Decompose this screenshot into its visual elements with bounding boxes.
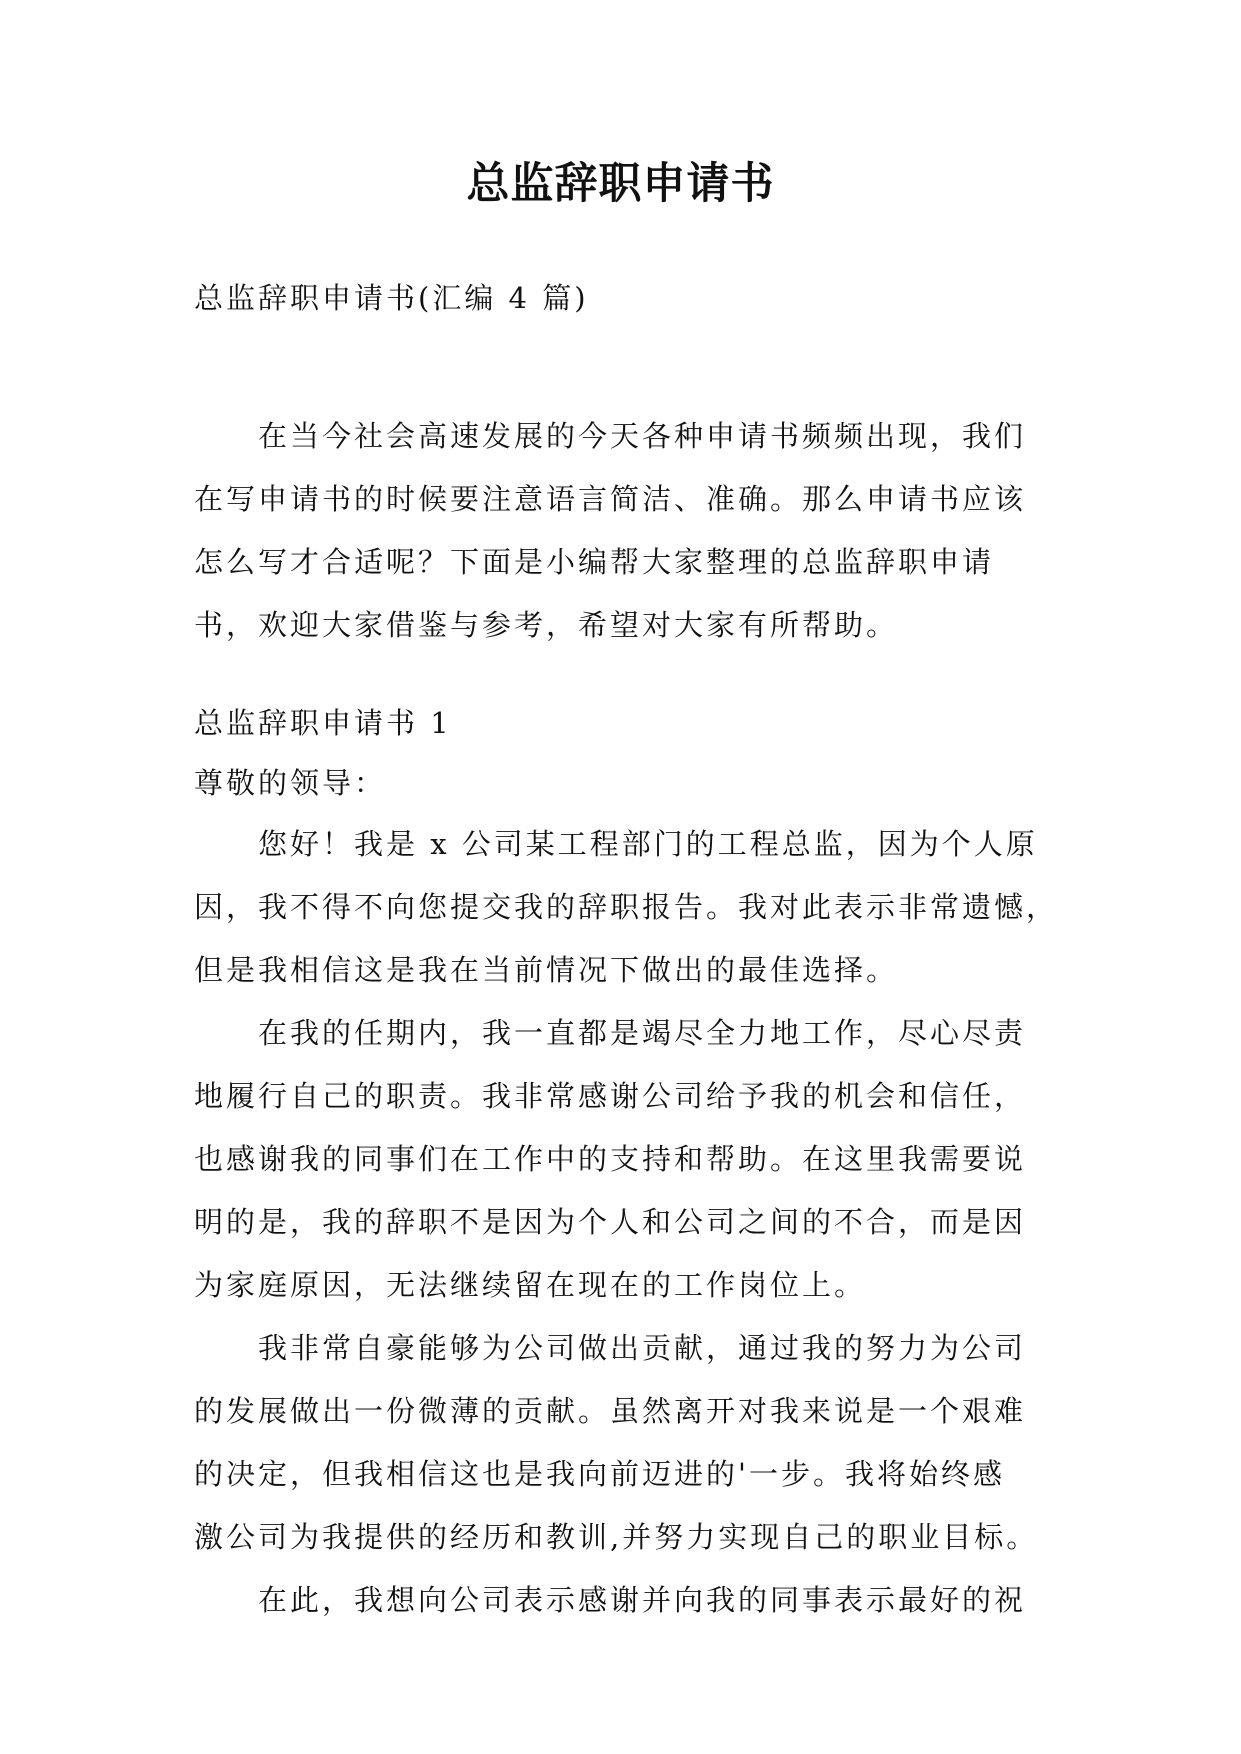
- paragraph-3-line-1: 我非常自豪能够为公司做出贡献，通过我的努力为公司: [258, 1331, 1027, 1365]
- paragraph-2-line-5: 为家庭原因，无法继续留在现在的工作岗位上。: [194, 1268, 867, 1302]
- paragraph-3-line-2: 的发展做出一份微薄的贡献。虽然离开对我来说是一个艰难: [194, 1394, 1027, 1428]
- paragraph-3-line-3: 的决定，但我相信这也是我向前迈进的'一步。我将始终感: [194, 1457, 1005, 1491]
- paragraph-4-line-1: 在此，我想向公司表示感谢并向我的同事表示最好的祝: [258, 1583, 1027, 1617]
- salutation: 尊敬的领导：: [194, 766, 387, 800]
- intro-line-3: 怎么写才合适呢？下面是小编帮大家整理的总监辞职申请: [194, 545, 995, 579]
- document-title: 总监辞职申请书: [466, 159, 775, 209]
- intro-paragraph: [194, 405, 1054, 657]
- paragraph-1-line-2: 因，我不得不向您提交我的辞职报告。我对此表示非常遗憾，: [194, 890, 1059, 924]
- subtitle-line: 总监辞职申请书(汇编 4 篇): [194, 281, 589, 315]
- section-title: 总监辞职申请书 1: [194, 706, 452, 740]
- paragraph-2-line-3: 也感谢我的同事们在工作中的支持和帮助。在这里我需要说: [194, 1142, 1027, 1176]
- paragraph-3-line-4: 激公司为我提供的经历和教训,并努力实现自己的职业目标。: [194, 1520, 1039, 1554]
- intro-line-4: 书，欢迎大家借鉴与参考，希望对大家有所帮助。: [194, 608, 899, 642]
- paragraph-2-line-1: 在我的任期内，我一直都是竭尽全力地工作，尽心尽责: [258, 1016, 1027, 1050]
- intro-line-1: 在当今社会高速发展的今天各种申请书频频出现，我们: [258, 419, 1027, 453]
- document-subtitle: [194, 268, 1054, 328]
- paragraph-1-line-1: 您好！我是 x 公司某工程部门的工程总监，因为个人原: [258, 827, 1038, 861]
- paragraph-1-line-3: 但是我相信这是我在当前情况下做出的最佳选择。: [194, 953, 899, 987]
- letter-body: [194, 693, 1059, 1632]
- paragraph-2-line-4: 明的是，我的辞职不是因为个人和公司之间的不合，而是因: [194, 1205, 1027, 1239]
- intro-line-2: 在写申请书的时候要注意语言简洁、准确。那么申请书应该: [194, 482, 1027, 516]
- paragraph-2-line-2: 地履行自己的职责。我非常感谢公司给予我的机会和信任，: [194, 1079, 1027, 1113]
